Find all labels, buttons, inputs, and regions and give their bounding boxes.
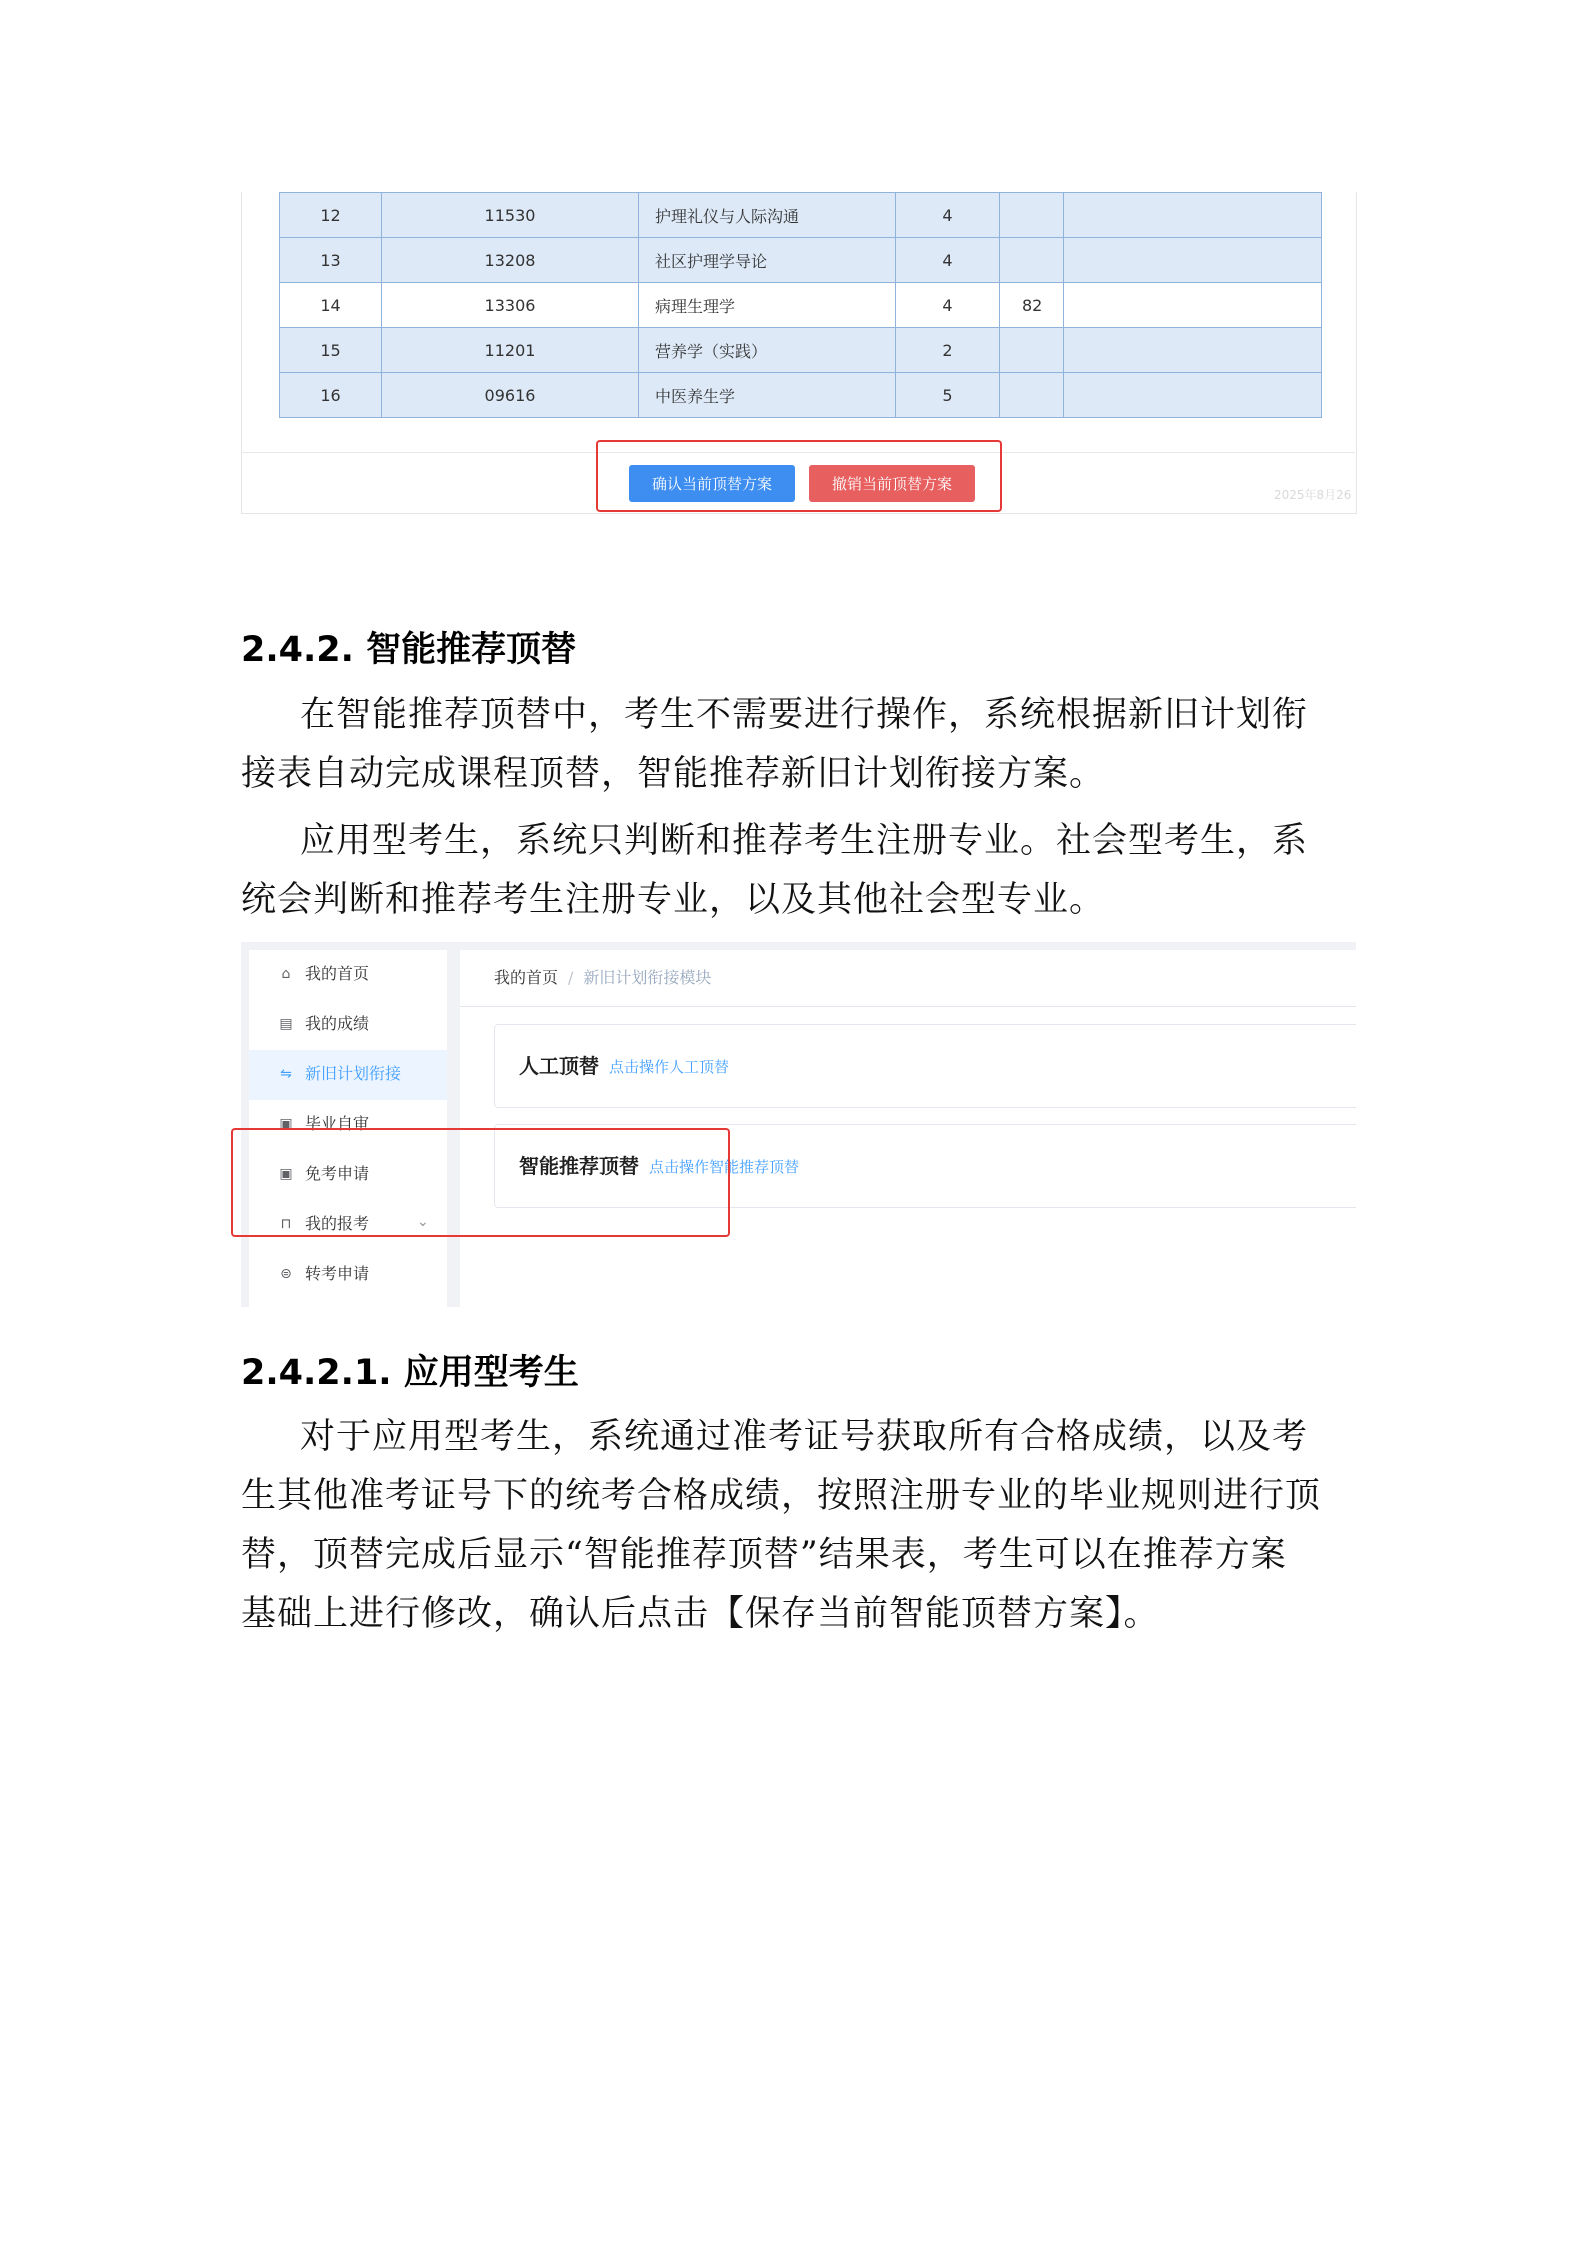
chevron-down-icon: ⌄ <box>417 1214 429 1230</box>
course-score: 82 <box>1000 283 1064 328</box>
course-credit: 5 <box>896 373 1000 418</box>
row-number: 15 <box>280 328 382 373</box>
course-code: 13208 <box>382 238 639 283</box>
manual-replacement-card <box>494 1024 1356 1108</box>
breadcrumb-separator: / <box>568 968 574 987</box>
book-icon: ▣ <box>279 1116 293 1132</box>
paragraph <box>241 686 1355 804</box>
course-score <box>1000 328 1064 373</box>
app-screenshot <box>241 942 1356 1307</box>
sidebar-item-label: 我的报考 <box>305 1214 370 1233</box>
breadcrumb-current: 新旧计划衔接模块 <box>583 968 712 987</box>
course-code: 09616 <box>382 373 639 418</box>
card-title: 智能推荐顶替 <box>519 1154 639 1178</box>
course-credit: 4 <box>896 193 1000 238</box>
table-row <box>280 328 1322 373</box>
sidebar-item-plan-transition[interactable] <box>249 1050 447 1100</box>
course-code: 11530 <box>382 193 639 238</box>
course-note <box>1064 328 1322 373</box>
header-divider <box>460 1006 1356 1007</box>
course-name: 病理生理学 <box>639 283 896 328</box>
stamp-icon: ⊜ <box>280 1266 292 1282</box>
card-title: 人工顶替 <box>519 1054 599 1078</box>
course-note <box>1064 283 1322 328</box>
course-table-screenshot <box>241 192 1356 514</box>
paragraph-line: 对于应用型考生，系统通过准考证号获取所有合格成绩，以及考 <box>300 1417 1309 1457</box>
paragraph <box>241 1408 1355 1644</box>
breadcrumb <box>494 968 711 988</box>
section-heading: 2.4.2. 智能推荐顶替 <box>241 630 577 670</box>
sidebar-item-label: 免考申请 <box>305 1164 370 1183</box>
course-code: 11201 <box>382 328 639 373</box>
swap-icon: ⇋ <box>280 1066 292 1082</box>
course-code: 13306 <box>382 283 639 328</box>
sidebar-item-label: 我的成绩 <box>305 1014 370 1033</box>
course-credit: 4 <box>896 283 1000 328</box>
manual-replacement-link[interactable]: 点击操作人工顶替 <box>609 1058 730 1076</box>
course-credit: 2 <box>896 328 1000 373</box>
paragraph-line: 统会判断和推荐考生注册专业，以及其他社会型专业。 <box>241 880 1106 920</box>
row-number: 14 <box>280 283 382 328</box>
bookmark-icon: ⊓ <box>280 1216 292 1232</box>
course-note <box>1064 193 1322 238</box>
table-row <box>280 373 1322 418</box>
sidebar-item-transfer[interactable] <box>249 1250 447 1300</box>
paragraph-line: 替，顶替完成后显示“智能推荐顶替”结果表，考生可以在推荐方案 <box>241 1535 1287 1575</box>
highlight-box <box>596 440 1002 512</box>
smart-replacement-link[interactable]: 点击操作智能推荐顶替 <box>649 1158 800 1176</box>
highlight-box <box>231 1128 730 1237</box>
paragraph-line: 生其他准考证号下的统考合格成绩，按照注册专业的毕业规则进行顶 <box>241 1476 1322 1516</box>
paragraph <box>241 812 1355 930</box>
row-number: 12 <box>280 193 382 238</box>
row-number: 13 <box>280 238 382 283</box>
course-name: 中医养生学 <box>639 373 896 418</box>
paragraph-line: 接表自动完成课程顶替，智能推荐新旧计划衔接方案。 <box>241 754 1106 794</box>
paragraph-line: 基础上进行修改，确认后点击【保存当前智能顶替方案】。 <box>241 1594 1160 1634</box>
course-name: 营养学（实践） <box>639 328 896 373</box>
table-row <box>280 238 1322 283</box>
course-score <box>1000 238 1064 283</box>
breadcrumb-home[interactable]: 我的首页 <box>494 968 559 987</box>
sidebar-item-label: 新旧计划衔接 <box>305 1064 402 1083</box>
notebook-icon: ▣ <box>279 1166 293 1182</box>
section-heading: 2.4.2.1. 应用型考生 <box>241 1353 579 1393</box>
course-credit: 4 <box>896 238 1000 283</box>
course-score <box>1000 373 1064 418</box>
sidebar-item-home[interactable] <box>249 950 447 1000</box>
cancel-replacement-button[interactable]: 撤销当前顶替方案 <box>809 465 975 502</box>
sidebar-item-label: 转考申请 <box>305 1264 370 1283</box>
course-note <box>1064 238 1322 283</box>
paragraph-line: 在智能推荐顶替中，考生不需要进行操作，系统根据新旧计划衔 <box>300 695 1309 735</box>
home-icon: ⌂ <box>281 966 291 982</box>
row-number: 16 <box>280 373 382 418</box>
table-row <box>280 283 1322 328</box>
course-note <box>1064 373 1322 418</box>
document-icon: ▤ <box>279 1016 293 1032</box>
sidebar-item-scores[interactable] <box>249 1000 447 1050</box>
course-name: 社区护理学导论 <box>639 238 896 283</box>
sidebar-item-label: 毕业自审 <box>305 1114 370 1133</box>
watermark-date: 2025年8月26 <box>1274 488 1352 502</box>
confirm-replacement-button[interactable]: 确认当前顶替方案 <box>629 465 795 502</box>
course-name: 护理礼仪与人际沟通 <box>639 193 896 238</box>
course-table <box>279 192 1322 418</box>
sidebar-item-label: 我的首页 <box>305 964 370 983</box>
paragraph-line: 应用型考生，系统只判断和推荐考生注册专业。社会型考生，系 <box>300 821 1309 861</box>
table-row <box>280 193 1322 238</box>
course-score <box>1000 193 1064 238</box>
